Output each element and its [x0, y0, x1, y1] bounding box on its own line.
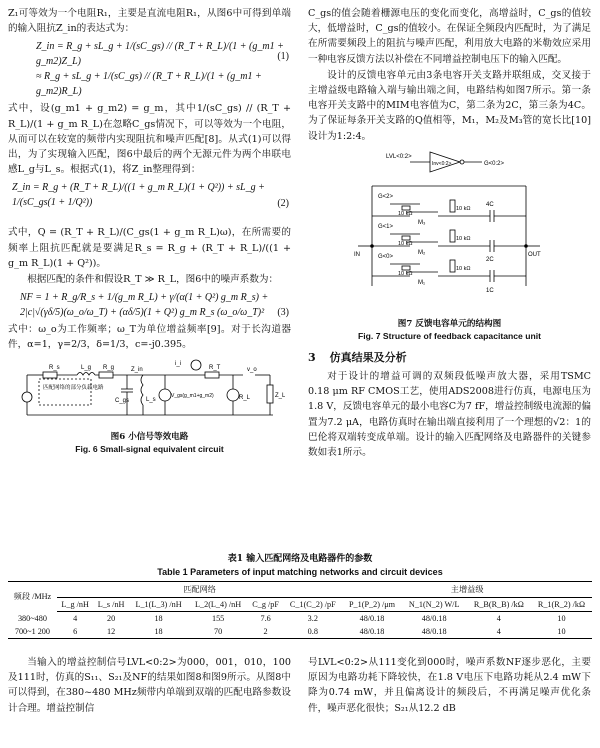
- vo-label: v_o: [246, 366, 257, 373]
- cap-1c-label: 1C: [485, 287, 494, 294]
- small-signal-circuit-figure: [15, 355, 285, 431]
- bottom-right-column: [308, 655, 591, 717]
- paragraph: 对于设计的增益可调的双频段低噪声放大器，采用TSMC 0.18 μm RF CMOS工艺，使用ADS2008进行仿真，电源电压为1.8 V，反馈电容单元的最小电容C为7 fF，增益控制级电流源的偏置为7.2 μA，电路仿真时在输出端直接利用了一个理想的√2：1的巴伦将双端转变成单端。设计的输入匹配网络及电路器件的关键参数如表1所示。: [308, 371, 591, 459]
- zl-label: Z_L: [274, 392, 285, 399]
- column-header: L_g /nH: [57, 598, 94, 612]
- table-cell: 48/0.18: [421, 614, 447, 623]
- column-header: P_1(P_2) /μm: [342, 598, 401, 612]
- table-cell: 700~1 200: [8, 625, 57, 639]
- figure-7-caption-cn: 图7 反馈电容单元的结构图: [397, 318, 502, 329]
- m2-label: M₂: [417, 249, 425, 256]
- table-cell: 10: [557, 614, 566, 623]
- paragraph: 式中：ω_o为工作频率；ω_T为单位增益频率[9]。对于长沟道器件，α=1，γ=2/3，δ=1/3，c=-j0.395。: [8, 324, 291, 351]
- equation-line: Z_in = R_g + (R_T + R_L)/((1 + g_m R_L)(1 + Q²)) + sL_g + 1/(sC_gs(1 + 1/Q²)): [12, 182, 265, 209]
- m1-label: M₁: [417, 279, 425, 286]
- column-header: C_1(C_2) /pF: [283, 598, 342, 612]
- paragraph: Z₁可等效为一个电阻R₁，主要是直流电阻R₁，从图6中可得到单端的输入阻抗Z_in的表达式为：: [8, 8, 291, 35]
- table-cell: 4: [73, 614, 78, 623]
- equation-2: [8, 178, 291, 225]
- table-cell: 2: [248, 625, 283, 639]
- cap-4c-label: 4C: [485, 201, 494, 208]
- table-cell: 48/0.18: [402, 625, 467, 639]
- column-header: N_1(N_2) W/L: [402, 598, 467, 612]
- table-cell: 380~480: [17, 613, 47, 623]
- match-label: 匹配网络的部分负载电路: [42, 384, 104, 391]
- cgs-label: C_gs: [114, 397, 129, 404]
- lg-label: L_g: [80, 364, 91, 371]
- section-number: 3: [308, 350, 316, 364]
- group-header-match: 匹配网络: [57, 582, 342, 598]
- figure-6-caption-en: Fig. 6 Small-signal equivalent circuit: [75, 443, 224, 454]
- rs-label: R_s: [48, 364, 60, 371]
- rg-label: R_g: [102, 364, 114, 371]
- section-title: 仿真结果及分析: [329, 350, 407, 364]
- equation-1: [8, 37, 291, 101]
- equation-number: (2): [277, 198, 289, 210]
- m3-label: M₃: [417, 219, 425, 226]
- vgs-label: V_gs(g_m1+g_m2): [170, 392, 214, 399]
- right-column: [308, 6, 591, 461]
- table-1: [8, 553, 592, 639]
- table-cell: 48/0.18: [342, 625, 401, 639]
- figure-7-caption-en: Fig. 7 Structure of feedback capacitance unit: [358, 330, 541, 341]
- ii-label: i_i: [174, 360, 181, 367]
- equation-line: NF = 1 + R_g/R_s + 1/(g_m R_L) + γ/(α(1 + Q²) g_m R_s) +: [20, 292, 269, 304]
- table-cell: 18: [129, 625, 189, 639]
- g1-label: G<1>: [377, 223, 393, 230]
- g2-label: G<2>: [377, 193, 393, 200]
- res-label: 10 kΩ: [455, 265, 471, 272]
- equation-line: Z_in = R_g + sL_g + 1/(sC_gs) // (R_T + R_L)/(1 + (g_m1 + g_m2)Z_L): [36, 41, 284, 68]
- g0-label: G<0>: [377, 253, 393, 260]
- res-label: 10 kΩ: [455, 205, 471, 212]
- equation-line: 2|c|√(γδ/5)(ω_o/ω_T) + (αδ/5)(1 + Q²) g_m R_s (ω_o/ω_T)²: [20, 307, 265, 319]
- column-header: L_2(L_4) /nH: [188, 598, 248, 612]
- table-cell: 6: [57, 625, 94, 639]
- column-header: R_B(R_B) /kΩ: [467, 598, 531, 612]
- zin-label: Z_in: [130, 366, 143, 373]
- equation-number: (1): [277, 51, 289, 63]
- section-heading: [308, 350, 591, 365]
- table-cell: 3.2: [307, 614, 318, 623]
- group-header-main: 主增益级: [342, 582, 592, 598]
- table-cell: 155: [211, 614, 225, 623]
- table-cell: 12: [93, 625, 128, 639]
- left-column: [8, 6, 291, 455]
- paragraph: 号LVL<0:2>从111变化到000时，噪声系数NF逐步恶化，主要原因为电路功耗下降较快，在1.8 V电压下电路功耗从2.4 mW下降为0.74 mW，并且偏离设计的频段后，不再满足噪声优化条件，噪声恶化很快；S₂₁从12.2 dB: [308, 657, 591, 714]
- column-header: R_1(R_2) /kΩ: [531, 598, 592, 612]
- res-label: 10 kΩ: [397, 270, 413, 277]
- paragraph: 式中，Q = (R_T + R_L)/(C_gs(1 + g_m R_L)ω)，在所需要的频率上阻抗匹配就是要满足R_s = R_g + (R_T + R_L)/((1 + g_m R_L)(1 + Q²))。: [8, 227, 291, 269]
- figure-6-caption-cn: 图6 小信号等效电路: [110, 431, 189, 442]
- table-cell: 7.6: [260, 614, 271, 623]
- table-row: [8, 625, 592, 639]
- rl-label: R_L: [238, 394, 250, 401]
- rt-label: R_T: [208, 364, 220, 371]
- paragraph: 设计的反馈电容单元由3条电容开关支路并联组成，交叉接于主增益级电路输入端与输出端之间，电路结构如图7所示。第一条电容开关支路中的MIM电容值为C，第二条为2C，第三条为4C。为了保证每条开关支路的Q值相等，M₁，M₂及M₃管的宽长比[10]设计为1:2:4。: [308, 69, 591, 142]
- column-header-band: 频段 /MHz: [8, 582, 57, 612]
- table-cell: 0.8: [283, 625, 342, 639]
- table-cell: 20: [106, 614, 116, 623]
- table-cell: 4: [496, 614, 501, 623]
- table-cell: 4: [467, 625, 531, 639]
- table-cell: 70: [188, 625, 248, 639]
- table-caption-cn: 表1 输入匹配网络及电路器件的参数: [227, 554, 373, 564]
- inv-label: Inv<0:2>: [431, 160, 451, 167]
- cap-2c-label: 2C: [485, 256, 494, 263]
- equation-3: [8, 288, 291, 322]
- table-row: [8, 612, 592, 626]
- bottom-left-column: [8, 655, 291, 717]
- column-header: L_s /nH: [93, 598, 128, 612]
- table-cell: 10: [531, 625, 592, 639]
- feedback-capacitance-figure: [350, 146, 550, 318]
- column-header: L_1(L_3) /nH: [129, 598, 189, 612]
- parameters-table: [8, 581, 592, 639]
- paragraph: C_gs的值会随着栅源电压的变化而变化，高增益时，C_gs的值较大，低增益时，C_gs的值较小。在保证全频段内匹配时，为了满足在所需要频段上的阻抗与噪声匹配，利用放大电路的米勒效应采用一种电容反馈方法以补偿在不同增益控制电压下的输入匹配。: [308, 8, 591, 65]
- in-label: IN: [353, 251, 360, 258]
- lvl-label: LVL<0:2>: [385, 153, 412, 160]
- equation-number: (3): [277, 307, 289, 319]
- ls-label: L_s: [145, 396, 156, 403]
- column-header: C_g /pF: [248, 598, 283, 612]
- paragraph: 式中，设(g_m1 + g_m2) = g_m，其中1/(sC_gs) // (R_T + R_L)/(1 + g_m R_L)在忽略C_gs情况下，可以等效为一个电阻，从而可以在较宽的频带内实现阻抗和噪声匹配[8]。从式(1)可以得出，为了实现输入匹配，图6中最后的两个无源元件为两个串联电感L_g与L_s。根据式(1)，将Z_in整理得到：: [8, 103, 291, 176]
- res-label: 10 kΩ: [397, 210, 413, 217]
- res-label: 10 kΩ: [397, 240, 413, 247]
- gout-label: G<0:2>: [483, 160, 504, 167]
- paragraph: 当输入的增益控制信号LVL<0:2>为000，001，010，100及111时，仿真的S₁₁、S₂₁及NF的结果如图8和图9所示。从图8中可以得到，在380~480 MHz频带内单端到双端的匹配电路参数设计合理。增益控制信: [8, 657, 291, 714]
- res-label: 10 kΩ: [455, 235, 471, 242]
- paragraph: 根据匹配的条件和假设R_T ≫ R_L，图6中的噪声系数为：: [27, 274, 279, 286]
- table-cell: 18: [154, 614, 163, 623]
- table-caption-en: Table 1 Parameters of input matching networks and circuit devices: [157, 567, 443, 577]
- out-label: OUT: [527, 251, 541, 258]
- table-cell: 48/0.18: [359, 614, 385, 623]
- equation-line: ≈ R_g + sL_g + 1/(sC_gs) // (R_T + R_L)/(1 + (g_m1 + g_m2)R_L): [36, 71, 262, 98]
